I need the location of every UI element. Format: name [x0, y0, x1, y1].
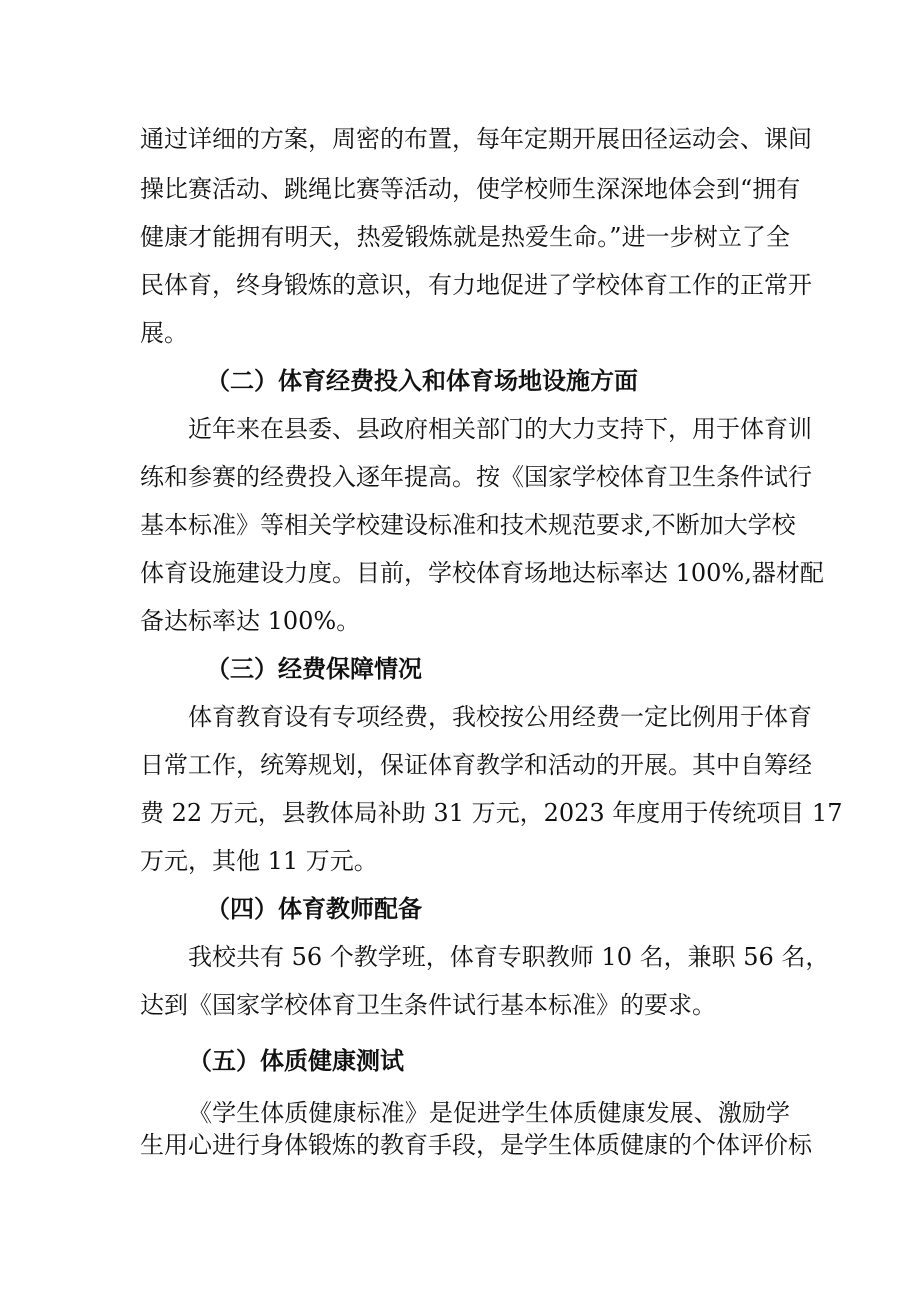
section-heading-2: （二）体育经费投入和体育场地设施方面	[206, 366, 638, 395]
section-heading-3: （三）经费保障情况	[206, 654, 422, 683]
paragraph-line: 体育教育设有专项经费，我校按公用经费一定比例用于体育	[188, 703, 812, 731]
paragraph-line: 近年来在县委、县政府相关部门的大力支持下，用于体育训	[188, 415, 812, 443]
section-heading-4: （四）体育教师配备	[206, 894, 422, 923]
section-heading-5: （五）体质健康测试	[188, 1046, 404, 1075]
paragraph-line: 体育设施建设力度。目前，学校体育场地达标率达 100%,器材配	[140, 559, 824, 587]
paragraph-line: 练和参赛的经费投入逐年提高。按《国家学校体育卫生条件试行	[140, 463, 812, 491]
paragraph-line: 费 22 万元，县教体局补助 31 万元，2023 年度用于传统项目 17	[140, 799, 843, 827]
paragraph-line: 生用心进行身体锻炼的教育手段，是学生体质健康的个体评价标	[140, 1131, 812, 1159]
paragraph-line: 操比赛活动、跳绳比赛等活动，使学校师生深深地体会到“拥有	[140, 175, 801, 203]
paragraph-line: 达到《国家学校体育卫生条件试行基本标准》的要求。	[140, 991, 716, 1019]
paragraph-line: 基本标准》等相关学校建设标准和技术规范要求,不断加大学校	[140, 511, 796, 539]
paragraph-line: 通过详细的方案，周密的布置，每年定期开展田径运动会、课间	[140, 125, 812, 153]
paragraph-line: 备达标率达 100%。	[140, 607, 361, 635]
paragraph-line: 我校共有 56 个教学班，体育专职教师 10 名，兼职 56 名，	[188, 943, 830, 971]
paragraph-line: 万元，其他 11 万元。	[140, 847, 378, 875]
paragraph-line: 健康才能拥有明天，热爱锻炼就是热爱生命。”进一步树立了全	[140, 223, 790, 251]
paragraph-line: 日常工作，统筹规划，保证体育教学和活动的开展。其中自筹经	[140, 751, 812, 779]
paragraph-line: 《学生体质健康标准》是促进学生体质健康发展、激励学	[188, 1099, 790, 1127]
paragraph-line: 民体育，终身锻炼的意识，有力地促进了学校体育工作的正常开	[140, 271, 812, 299]
paragraph-line: 展。	[140, 319, 188, 347]
